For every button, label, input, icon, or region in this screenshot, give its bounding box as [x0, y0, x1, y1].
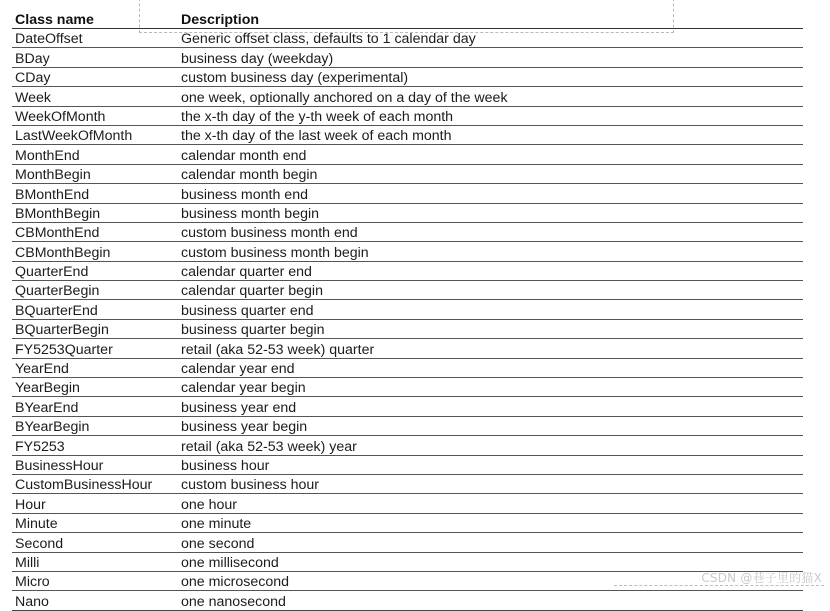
class-name-cell: CustomBusinessHour	[12, 474, 178, 493]
table-row	[12, 300, 803, 319]
description-cell: retail (aka 52-53 week) year	[178, 436, 803, 455]
watermark-text: CSDN @巷子里的猫X	[701, 571, 822, 585]
class-name-cell: BYearEnd	[12, 397, 178, 416]
description-cell: one second	[178, 533, 803, 552]
description-cell: calendar quarter begin	[178, 281, 803, 300]
class-name-cell: FY5253Quarter	[12, 339, 178, 358]
table-row	[12, 203, 803, 222]
table-row	[12, 48, 803, 67]
description-cell: custom business month begin	[178, 242, 803, 261]
description-cell: one millisecond	[178, 552, 803, 571]
table-row	[12, 552, 803, 571]
description-cell: custom business hour	[178, 474, 803, 493]
class-name-cell: CBMonthBegin	[12, 242, 178, 261]
class-name-cell: DateOffset	[12, 29, 178, 48]
description-cell: custom business day (experimental)	[178, 67, 803, 86]
table-row	[12, 378, 803, 397]
description-cell: one hour	[178, 494, 803, 513]
class-name-cell: LastWeekOfMonth	[12, 125, 178, 144]
class-name-cell: BMonthBegin	[12, 203, 178, 222]
table-row	[12, 125, 803, 144]
table-row	[12, 106, 803, 125]
class-name-cell: QuarterBegin	[12, 281, 178, 300]
class-name-cell: BusinessHour	[12, 455, 178, 474]
class-name-cell: BDay	[12, 48, 178, 67]
class-name-cell: Nano	[12, 591, 178, 610]
class-name-cell: BQuarterBegin	[12, 319, 178, 338]
description-cell: retail (aka 52-53 week) quarter	[178, 339, 803, 358]
offset-classes-table	[12, 10, 803, 611]
class-name-cell: Minute	[12, 513, 178, 532]
class-name-cell: BYearBegin	[12, 416, 178, 435]
class-name-cell: CBMonthEnd	[12, 222, 178, 241]
table-row	[12, 358, 803, 377]
table-row	[12, 494, 803, 513]
description-cell: one nanosecond	[178, 591, 803, 610]
description-cell: calendar month begin	[178, 164, 803, 183]
description-cell: the x-th day of the y-th week of each month	[178, 106, 803, 125]
table-row	[12, 242, 803, 261]
class-name-cell: MonthBegin	[12, 164, 178, 183]
class-name-cell: CDay	[12, 67, 178, 86]
description-cell: custom business month end	[178, 222, 803, 241]
table-row	[12, 591, 803, 610]
table-row	[12, 222, 803, 241]
class-name-cell: Second	[12, 533, 178, 552]
description-cell: Generic offset class, defaults to 1 calendar day	[178, 29, 803, 48]
header-class-name: Class name	[12, 10, 178, 29]
class-name-cell: Week	[12, 87, 178, 106]
description-cell: the x-th day of the last week of each month	[178, 125, 803, 144]
description-cell: business month begin	[178, 203, 803, 222]
class-name-cell: Micro	[12, 571, 178, 590]
description-cell: business hour	[178, 455, 803, 474]
description-cell: one minute	[178, 513, 803, 532]
class-name-cell: MonthEnd	[12, 145, 178, 164]
table-row	[12, 184, 803, 203]
table-row	[12, 533, 803, 552]
table-row	[12, 87, 803, 106]
table-row	[12, 436, 803, 455]
table-row	[12, 281, 803, 300]
table-row	[12, 145, 803, 164]
description-cell: calendar quarter end	[178, 261, 803, 280]
table-row	[12, 455, 803, 474]
table-row	[12, 164, 803, 183]
header-description: Description	[178, 10, 803, 29]
description-cell: business year end	[178, 397, 803, 416]
description-cell: business day (weekday)	[178, 48, 803, 67]
table-row	[12, 339, 803, 358]
table-row	[12, 474, 803, 493]
description-cell: business quarter begin	[178, 319, 803, 338]
table-row	[12, 29, 803, 48]
description-cell: business year begin	[178, 416, 803, 435]
table-row	[12, 261, 803, 280]
class-name-cell: YearEnd	[12, 358, 178, 377]
table-row	[12, 397, 803, 416]
table-row	[12, 67, 803, 86]
class-name-cell: BMonthEnd	[12, 184, 178, 203]
description-cell: business month end	[178, 184, 803, 203]
description-cell: one week, optionally anchored on a day of the week	[178, 87, 803, 106]
class-name-cell: YearBegin	[12, 378, 178, 397]
watermark-outline	[614, 585, 824, 592]
class-name-cell: FY5253	[12, 436, 178, 455]
table-header-row	[12, 10, 803, 29]
table-row	[12, 416, 803, 435]
table-row	[12, 319, 803, 338]
description-cell: one microsecond	[178, 571, 803, 590]
class-name-cell: Hour	[12, 494, 178, 513]
table-row	[12, 513, 803, 532]
class-name-cell: QuarterEnd	[12, 261, 178, 280]
class-name-cell: Milli	[12, 552, 178, 571]
description-cell: business quarter end	[178, 300, 803, 319]
description-cell: calendar month end	[178, 145, 803, 164]
class-name-cell: WeekOfMonth	[12, 106, 178, 125]
description-cell: calendar year begin	[178, 378, 803, 397]
class-name-cell: BQuarterEnd	[12, 300, 178, 319]
description-cell: calendar year end	[178, 358, 803, 377]
